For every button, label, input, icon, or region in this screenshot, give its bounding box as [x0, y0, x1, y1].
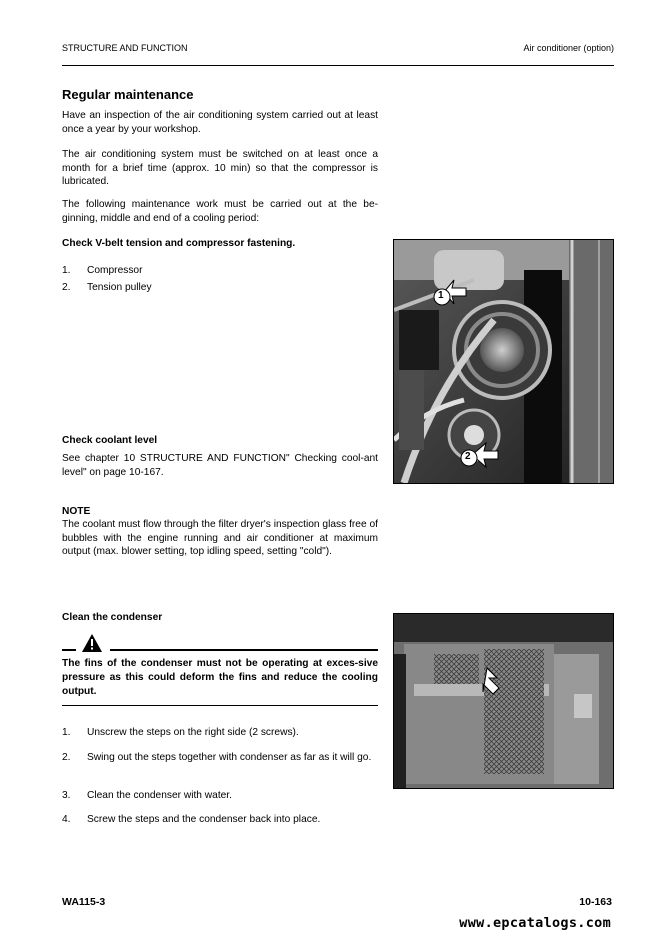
note-heading: NOTE	[62, 506, 91, 517]
coolant-heading: Check coolant level	[62, 435, 158, 446]
condenser-photo	[393, 613, 614, 789]
paragraph-inspection: Have an inspection of the air conditioning system carried out at least once a year by your workshop.	[62, 110, 378, 135]
step-text: Unscrew the steps on the right side (2 screws).	[87, 727, 299, 738]
step-text: Clean the condenser with water.	[87, 790, 232, 801]
callout-2-label: 2	[465, 451, 471, 462]
step-number: 4.	[62, 814, 71, 825]
warning-rule-bottom	[62, 705, 378, 706]
header-right: Air conditioner (option)	[523, 43, 614, 53]
vbelt-item-number: 1.	[62, 265, 71, 276]
step-text: Swing out the steps together with condenser as far as it will go.	[87, 752, 372, 763]
condenser-step	[62, 751, 378, 779]
vbelt-item	[62, 281, 378, 295]
coolant-text: See chapter 10 STRUCTURE AND FUNCTION" Checking cool-ant level" on page 10-167.	[62, 453, 378, 478]
warning-rule-left	[62, 649, 76, 651]
footer-page-number: 10-163	[579, 896, 612, 908]
header-rule	[62, 65, 614, 66]
warning-icon	[82, 634, 102, 652]
warning-rule-right	[110, 649, 378, 651]
step-number: 2.	[62, 752, 71, 763]
paragraph-switch-on: The air conditioning system must be switched on at least once a month for a brief time (approx. 10 min) so that the compressor is lubricated.	[62, 149, 378, 187]
vbelt-item-number: 2.	[62, 282, 71, 293]
vbelt-heading: Check V-belt tension and compressor fastening.	[62, 238, 296, 249]
vbelt-item	[62, 264, 378, 278]
callout-1-label: 1	[438, 290, 444, 301]
header-left: STRUCTURE AND FUNCTION	[62, 43, 188, 53]
page-title: Regular maintenance	[62, 87, 194, 102]
compressor-photo	[393, 239, 614, 484]
paragraph-maintenance: The following maintenance work must be carried out at the be-ginning, middle and end of a cooling period:	[62, 199, 378, 224]
vbelt-item-label: Tension pulley	[87, 282, 152, 293]
footer-model: WA115-3	[62, 896, 106, 908]
step-number: 1.	[62, 727, 71, 738]
condenser-heading: Clean the condenser	[62, 612, 163, 623]
step-text: Screw the steps and the condenser back into place.	[87, 814, 321, 825]
condenser-step	[62, 789, 378, 803]
condenser-step	[62, 813, 378, 827]
warning-text: The fins of the condenser must not be operating at exces-sive pressure as this could deform the fins and reduce the cooling output.	[62, 658, 378, 697]
note-text: The coolant must flow through the filter dryer's inspection glass free of bubbles with the engine running and air conditioner at maximum output (max. blower setting, top idling speed, setting "cold").	[62, 519, 378, 557]
footer-watermark[interactable]: www.epcatalogs.com	[459, 915, 611, 931]
compressor-photo-graphic	[394, 240, 613, 483]
step-number: 3.	[62, 790, 71, 801]
vbelt-item-label: Compressor	[87, 265, 143, 276]
condenser-photo-graphic	[394, 614, 613, 788]
condenser-step	[62, 726, 378, 740]
